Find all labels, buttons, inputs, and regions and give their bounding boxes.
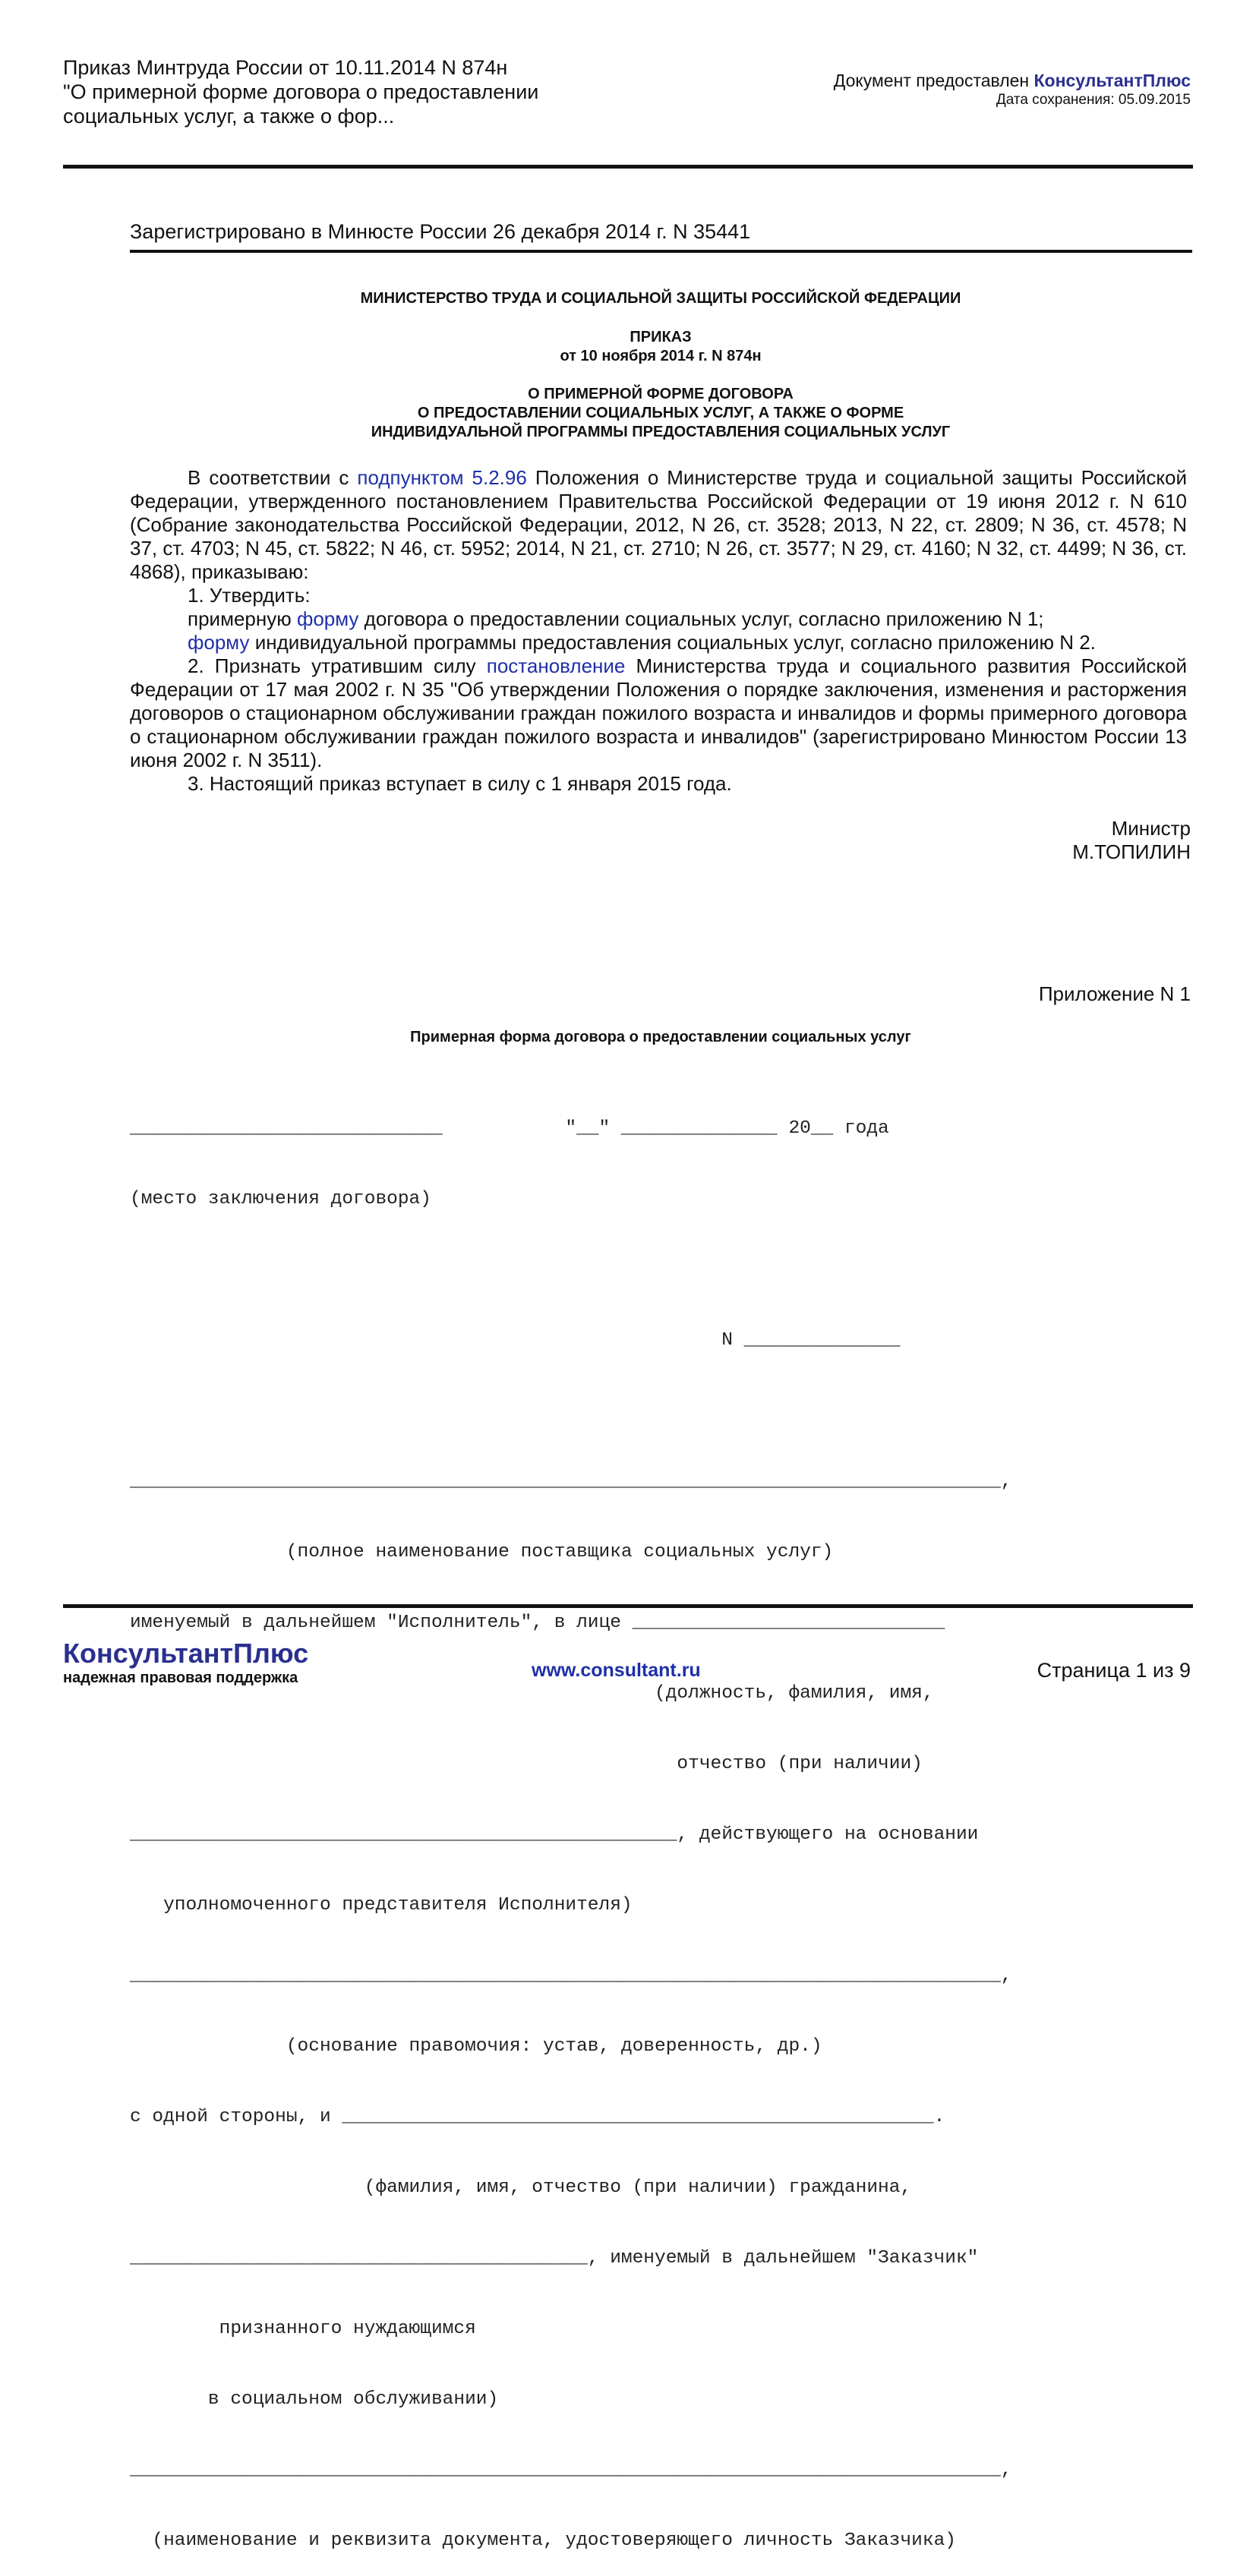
footer-brand [63,1638,308,1687]
form-line: _________________________________________, именуемый в дальнейшем "Заказчик" [130,2248,979,2269]
form-line: (должность, фамилия, имя, [130,1683,934,1704]
form-line: отчество (при наличии) [130,1754,923,1774]
order-label: ПРИКАЗ [630,329,692,345]
order-title-line: О ПРЕДОСТАВЛЕНИИ СОЦИАЛЬНЫХ УСЛУГ, А ТАКЖЕ О ФОРМЕ [417,405,904,421]
order-body [130,466,1187,796]
document-title [63,55,610,128]
footer-url-link[interactable]: www.consultant.ru [532,1660,701,1681]
form-line [130,1399,1012,1423]
form-line: (место заключения договора) [130,1189,431,1209]
contract-form-link[interactable]: форму [296,607,359,630]
form-line: ______________________________________________________________________________, [130,1471,1012,1492]
text-run: 2. Признать утратившим силу [188,654,487,677]
subclause-link[interactable]: подпунктом 5.2.96 [357,466,527,489]
document-title-line: социальных услуг, а также о фор... [63,105,395,128]
footer-brand-name[interactable]: КонсультантПлюс [63,1638,309,1669]
form-line: N ______________ [130,1330,901,1351]
item-1b-paragraph [130,631,1187,654]
text-run: индивидуальной программы предоставления социальных услуг, согласно приложению N 2. [249,631,1096,654]
program-form-link[interactable]: форму [188,631,250,654]
item-1a-paragraph [130,607,1187,631]
text-run: Министерства труда и социального развития Российской Федерации от 17 мая 2002 г. N 35 "Об утверждении Положения о порядке заключения, изменения и расторжения договоров о стационарном обслуживании граждан пожилого возраста и инвалидов и формы примерного договора о стационарном обслуживании граждан пожилого возраста и инвалидов" (зарегистрировано Минюстом России 13 июня 2002 г. N 3511). [130,654,1187,771]
provided-by-text: Документ предоставлен [833,71,1034,90]
document-title-line: "О примерной форме договора о предоставлении [63,80,539,103]
text-run: примерную [188,607,297,630]
footer-tagline: надежная правовая поддержка [63,1670,298,1686]
item-2-paragraph [130,654,1187,772]
text-run: договора о предоставлении социальных услуг, согласно приложению N 1; [358,607,1044,630]
form-line: уполномоченного представителя Исполнителя) [130,1895,633,1915]
provider-info [834,70,1191,109]
save-date: Дата сохранения: 05.09.2015 [996,92,1191,108]
text-run: Положения о Министерстве труда и социальной защиты Российской Федерации, утвержденного постановлением Правительства Российской Федерации от 19 июня 2012 г. N 610 (Собрание законодательства Российской Федерации, 2012, N 26, ст. 3528; 2013, N 22, ст. 2809; N 36, ст. 4578; N 37, ст. 4703; N 45, ст. 5822; N 46, ст. 5952; 2014, N 21, ст. 2710; N 26, ст. 3577; N 29, ст. 4160; N 32, ст. 4499; N 36, ст. 4868), приказываю: [130,466,1187,583]
page-number: Страница 1 из 9 [1037,1659,1191,1682]
preamble-paragraph [130,466,1187,584]
order-date: от 10 ноября 2014 г. N 874н [560,348,762,364]
signature-block [1072,817,1191,864]
resolution-link[interactable]: постановление [486,654,626,677]
signer-name: М.ТОПИЛИН [1072,840,1191,863]
form-line: с одной стороны, и _____________________________________________________. [130,2107,945,2127]
form-line: (фамилия, имя, отчество (при наличии) гражданина, [130,2177,912,2198]
order-title [130,385,1191,442]
provider-brand[interactable]: КонсультантПлюс [1034,71,1191,90]
header-divider [63,165,1193,169]
contract-form [130,1070,1012,2576]
appendix-title: Примерная форма договора о предоставлении социальных услуг [410,1029,911,1045]
form-line: ______________________________________________________________________________, [130,1966,1012,1986]
text-run: В соответствии с [188,466,358,489]
form-line: именуемый в дальнейшем "Исполнитель", в лице ____________________________ [130,1613,945,1633]
form-line: признанного нуждающимся [130,2319,476,2339]
order-title-line: ИНДИВИДУАЛЬНОЙ ПРОГРАММЫ ПРЕДОСТАВЛЕНИЯ СОЦИАЛЬНЫХ УСЛУГ [371,424,951,440]
form-line: (наименование и реквизита документа, удостоверяющего личность Заказчика) [130,2530,956,2551]
form-line: ______________________________________________________________________________, [130,2460,1012,2480]
document-title-line: Приказ Минтруда России от 10.11.2014 N 874н [63,56,508,79]
form-line: в социальном обслуживании) [130,2389,499,2410]
appendix-label: Приложение N 1 [1038,982,1191,1005]
registration-divider [130,250,1192,253]
ministry-heading: МИНИСТЕРСТВО ТРУДА И СОЦИАЛЬНОЙ ЗАЩИТЫ РОССИЙСКОЙ ФЕДЕРАЦИИ [360,290,961,307]
form-line [130,1258,1012,1282]
signer-position: Министр [1111,817,1191,840]
order-title-line: О ПРИМЕРНОЙ ФОРМЕ ДОГОВОРА [528,386,794,402]
form-line: ____________________________ "__" ______________ 20__ года [130,1118,889,1139]
item-3-paragraph: 3. Настоящий приказ вступает в силу с 1 января 2015 года. [188,772,732,795]
order-heading [130,328,1191,366]
form-line: (основание правомочия: устав, доверенность, др.) [130,2036,822,2057]
registration-note: Зарегистрировано в Минюсте России 26 декабря 2014 г. N 35441 [130,220,751,243]
footer-divider [63,1604,1193,1608]
form-line: (полное наименование поставщика социальных услуг) [130,1542,834,1562]
item-1-paragraph: 1. Утвердить: [188,584,311,607]
form-line: _________________________________________________, действующего на основании [130,1824,979,1845]
